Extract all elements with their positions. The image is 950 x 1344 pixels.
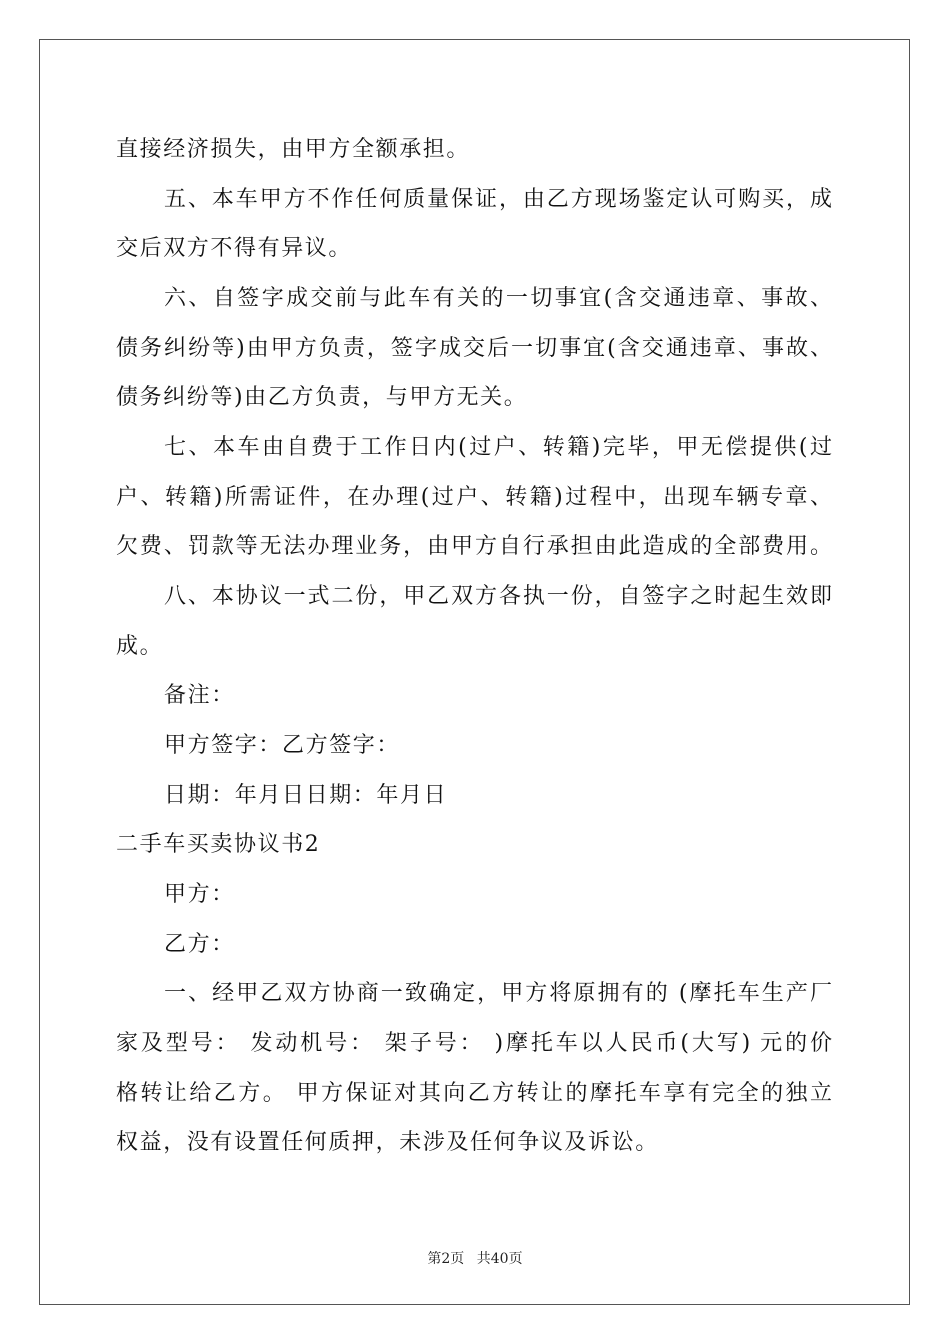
text-line-7: 七、本车由自费于工作日内(过户、转籍)完毕，甲无偿提供(过 (164, 435, 832, 460)
text-line-18: 一、经甲乙双方协商一致确定，甲方将原拥有的 (摩托车生产厂 (164, 981, 832, 1006)
text-line-8: 户、转籍)所需证件，在办理(过户、转籍)过程中，出现车辆专章、 (116, 485, 832, 510)
text-line-20: 格转让给乙方。 甲方保证对其向乙方转让的摩托车享有完全的独立 (116, 1081, 832, 1106)
section-heading: 二手车买卖协议书2 (116, 832, 321, 857)
text-line-16: 甲方： (164, 882, 235, 907)
text-line-13: 甲方签字：乙方签字： (164, 733, 401, 758)
text-line-14: 日期：年月日日期：年月日 (164, 783, 448, 808)
text-line-4: 六、自签字成交前与此车有关的一切事宜(含交通违章、事故、 (164, 286, 832, 311)
text-line-11: 成。 (116, 634, 164, 659)
text-line-2: 五、本车甲方不作任何质量保证，由乙方现场鉴定认可购买，成 (164, 187, 832, 212)
page-footer (0, 1248, 950, 1268)
text-line-9: 欠费、罚款等无法办理业务，由甲方自行承担由此造成的全部费用。 (116, 534, 832, 559)
text-line-5: 债务纠纷等)由甲方负责，签字成交后一切事宜(含交通违章、事故、 (116, 336, 832, 361)
text-line-3: 交后双方不得有异议。 (116, 236, 353, 261)
text-line-21: 权益，没有设置任何质押，未涉及任何争议及诉讼。 (116, 1130, 659, 1155)
text-line-10: 八、本协议一式二份，甲乙双方各执一份，自签字之时起生效即 (164, 584, 832, 609)
text-line-19: 家及型号： 发动机号： 架子号： )摩托车以人民币(大写) 元的价 (116, 1031, 832, 1056)
page-border (39, 39, 910, 1305)
page-total: 共40页 (476, 1251, 523, 1267)
text-line-12: 备注： (164, 683, 235, 708)
text-line-17: 乙方： (164, 932, 235, 957)
text-line-1: 直接经济损失，由甲方全额承担。 (116, 137, 471, 162)
page-number: 第2页 (427, 1251, 465, 1267)
text-line-6: 债务纠纷等)由乙方负责，与甲方无关。 (116, 385, 528, 410)
